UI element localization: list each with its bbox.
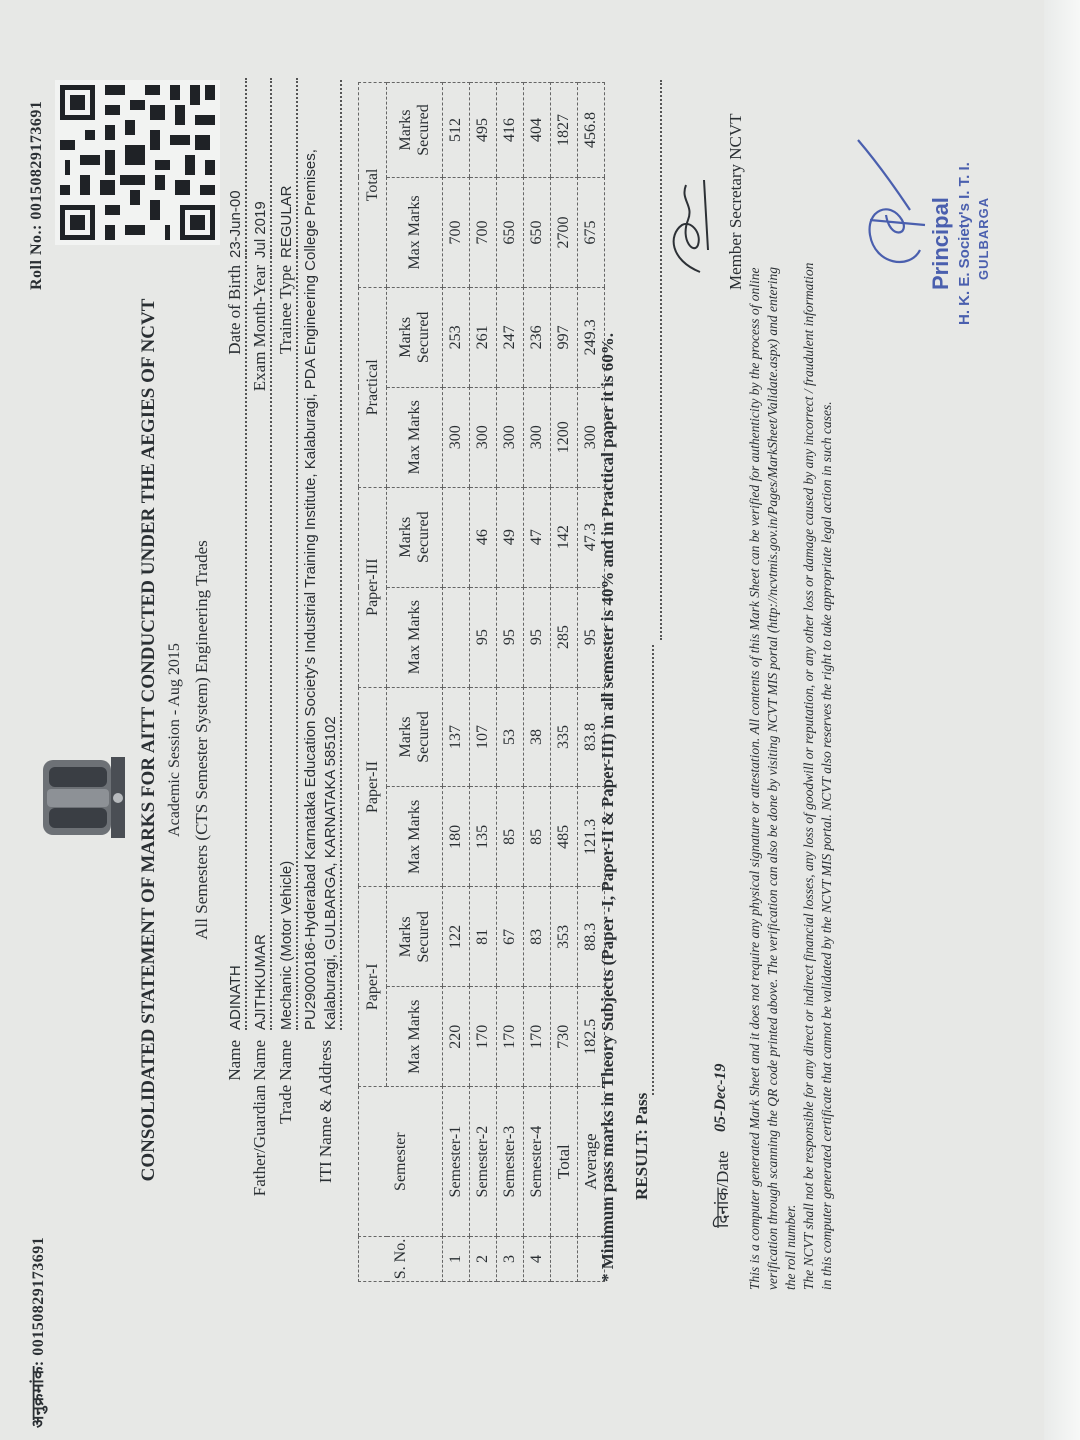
document-title: CONSOLIDATED STATEMENT OF MARKS FOR AITT CONDUCTED UNDER THE AEGIES OF NCVT bbox=[138, 298, 159, 1182]
trainee-type: REGULAR bbox=[278, 185, 295, 258]
header-secured: Marks Secured bbox=[387, 687, 443, 787]
cell: 83.8 bbox=[578, 687, 605, 787]
iti-address-line2: Kalaburagi, GULBARGA, KARNATAKA 585102 bbox=[322, 716, 339, 1030]
header-max: Max Marks bbox=[387, 587, 443, 687]
cell: 85 bbox=[497, 787, 524, 887]
cell: 47 bbox=[524, 487, 551, 587]
iti-label: ITI Name & Address bbox=[316, 1040, 335, 1184]
cell: 335 bbox=[551, 687, 578, 787]
cell: 353 bbox=[551, 887, 578, 987]
header-max: Max Marks bbox=[387, 987, 443, 1087]
cell: 95 bbox=[524, 587, 551, 687]
cell: 47.3 bbox=[578, 487, 605, 587]
result: RESULT: Pass bbox=[632, 1092, 651, 1200]
disclaimer-line: in this computer generated certificate that cannot be validated by the NCVT MIS portal. NCVT also reserves the right to take appropriate legal action in such cases. bbox=[819, 401, 834, 1290]
cell: 88.3 bbox=[578, 887, 605, 987]
qr-code-icon bbox=[55, 80, 220, 245]
stamp-society: H. K. E. Society's I. T. I. bbox=[956, 162, 973, 325]
semester-row bbox=[524, 83, 551, 1282]
cell: 456.8 bbox=[578, 83, 605, 178]
header-max: Max Marks bbox=[387, 177, 443, 287]
pass-marks-note: * Minimum pass marks in Theory Subjects (Paper -I, Paper-II & Paper-III) in all semester is 40% and in Practical paper it is 60%. bbox=[598, 333, 617, 1282]
trade-label: Trade Name bbox=[276, 1040, 295, 1124]
semester-row bbox=[443, 83, 470, 1282]
header-max: Max Marks bbox=[387, 387, 443, 487]
cell: 46 bbox=[470, 487, 497, 587]
cell: 300 bbox=[497, 387, 524, 487]
cell: 137 bbox=[443, 687, 470, 787]
candidate-name: ADINATH bbox=[227, 965, 244, 1030]
header-sno: S. No. bbox=[359, 1237, 443, 1282]
semester-system: All Semesters (CTS Semester System) Engineering Trades bbox=[192, 540, 211, 940]
header-paper-3: Paper-III bbox=[359, 487, 387, 687]
header-practical: Practical bbox=[359, 287, 387, 487]
cell: 95 bbox=[470, 587, 497, 687]
cell: 170 bbox=[470, 987, 497, 1087]
father-name: AJITHKUMAR bbox=[252, 934, 269, 1030]
cell: 49 bbox=[497, 487, 524, 587]
cell: 180 bbox=[443, 787, 470, 887]
date-label: दिनांक/Date bbox=[713, 1150, 732, 1228]
cell: 67 bbox=[497, 887, 524, 987]
header-max: Max Marks bbox=[387, 787, 443, 887]
stamp-principal: Principal bbox=[928, 197, 953, 290]
total-row bbox=[551, 83, 578, 1282]
cell bbox=[443, 587, 470, 687]
dob-label: Date of Birth bbox=[225, 265, 244, 355]
cell: 95 bbox=[497, 587, 524, 687]
cell: 247 bbox=[497, 287, 524, 387]
header-semester: Semester bbox=[359, 1087, 443, 1237]
header-paper-1: Paper-I bbox=[359, 887, 387, 1087]
header-secured: Marks Secured bbox=[387, 487, 443, 587]
disclaimer-line: This is a computer generated Mark Sheet and it does not require any physical signature or attestation. All contents of this Mark Sheet can be verified for authenticity by the process of online bbox=[747, 267, 762, 1290]
trade-name: Mechanic (Motor Vehicle) bbox=[278, 860, 295, 1030]
total-label: Total bbox=[551, 1087, 578, 1237]
header-secured: Marks Secured bbox=[387, 83, 443, 178]
cell: 85 bbox=[524, 787, 551, 887]
cell: 220 bbox=[443, 987, 470, 1087]
academic-session: Academic Session - Aug 2015 bbox=[166, 643, 183, 837]
cell: 416 bbox=[497, 83, 524, 178]
semester-name: Semester-1 bbox=[443, 1087, 470, 1237]
stamp-city: GULBARGA bbox=[976, 196, 991, 280]
header-total: Total bbox=[359, 83, 387, 288]
cell: 300 bbox=[524, 387, 551, 487]
cell: 650 bbox=[524, 177, 551, 287]
header-paper-2: Paper-II bbox=[359, 687, 387, 887]
name-label: Name bbox=[225, 1040, 244, 1081]
header-secured: Marks Secured bbox=[387, 887, 443, 987]
semester-name: Semester-2 bbox=[470, 1087, 497, 1237]
roll-number: Roll No.: 00150829173691 bbox=[28, 100, 45, 290]
semester-row bbox=[470, 83, 497, 1282]
iti-address-line1: PU29000186-Hyderabad Karnataka Education Society's Industrial Training Institute, Kalaburagi, PDA Engineering College Premises, bbox=[302, 149, 319, 1030]
cell: 253 bbox=[443, 287, 470, 387]
semester-row bbox=[497, 83, 524, 1282]
issue-date: 05-Dec-19 bbox=[712, 1063, 729, 1132]
national-emblem-icon bbox=[35, 755, 135, 840]
cell: 997 bbox=[551, 287, 578, 387]
cell: 122 bbox=[443, 887, 470, 987]
cell: 170 bbox=[524, 987, 551, 1087]
cell: 495 bbox=[470, 83, 497, 178]
serial-number: 3 bbox=[497, 1237, 524, 1282]
cell: 2700 bbox=[551, 177, 578, 287]
trainee-label: Trainee Type bbox=[276, 265, 295, 354]
cell: 135 bbox=[470, 787, 497, 887]
cell: 81 bbox=[470, 887, 497, 987]
cell: 236 bbox=[524, 287, 551, 387]
cell: 675 bbox=[578, 177, 605, 287]
cell: 121.3 bbox=[578, 787, 605, 887]
cell: 404 bbox=[524, 83, 551, 178]
exam-month-year: Jul 2019 bbox=[252, 201, 269, 258]
father-label: Father/Guardian Name bbox=[250, 1040, 269, 1197]
cell: 730 bbox=[551, 987, 578, 1087]
cell: 170 bbox=[497, 987, 524, 1087]
header-secured: Marks Secured bbox=[387, 287, 443, 387]
cell: 700 bbox=[443, 177, 470, 287]
roll-number-hindi: अनुक्रमांक: 00150829173691 bbox=[30, 1236, 47, 1428]
cell: 700 bbox=[470, 177, 497, 287]
cell: 95 bbox=[578, 587, 605, 687]
cell: 38 bbox=[524, 687, 551, 787]
cell: 512 bbox=[443, 83, 470, 178]
disclaimer-line: verification through scanning the QR code printed above. The verification can also be done by visiting NCVT MIS portal (http://ncvtmis.gov.in/Pages/MarkSheet/Validate.aspx) and entering bbox=[765, 267, 780, 1290]
cell: 485 bbox=[551, 787, 578, 887]
cell: 182.5 bbox=[578, 987, 605, 1087]
member-secretary: Member Secretary NCVT bbox=[726, 113, 745, 290]
cell: 249.3 bbox=[578, 287, 605, 387]
serial-number: 1 bbox=[443, 1237, 470, 1282]
cell: 107 bbox=[470, 687, 497, 787]
cell bbox=[443, 487, 470, 587]
cell: 83 bbox=[524, 887, 551, 987]
cell: 53 bbox=[497, 687, 524, 787]
date-of-birth: 23-Jun-00 bbox=[227, 190, 244, 258]
cell: 285 bbox=[551, 587, 578, 687]
average-label: Average bbox=[578, 1087, 605, 1237]
disclaimer-line: the roll number. bbox=[783, 1204, 798, 1290]
cell: 142 bbox=[551, 487, 578, 587]
semester-name: Semester-4 bbox=[524, 1087, 551, 1237]
signature-icon bbox=[660, 170, 720, 280]
serial-number: 2 bbox=[470, 1237, 497, 1282]
cell: 261 bbox=[470, 287, 497, 387]
semester-name: Semester-3 bbox=[497, 1087, 524, 1237]
cell: 300 bbox=[578, 387, 605, 487]
exam-label: Exam Month-Year bbox=[250, 265, 269, 392]
marks-table bbox=[358, 82, 605, 1282]
cell: 300 bbox=[470, 387, 497, 487]
disclaimer-line: The NCVT shall not be responsible for any direct or indirect financial losses, any loss of goodwill or reputation, or any other loss or damage caused by any incorrect / fraudulent information bbox=[801, 262, 816, 1290]
cell: 1827 bbox=[551, 83, 578, 178]
serial-number: 4 bbox=[524, 1237, 551, 1282]
cell: 300 bbox=[443, 387, 470, 487]
cell: 1200 bbox=[551, 387, 578, 487]
cell: 650 bbox=[497, 177, 524, 287]
